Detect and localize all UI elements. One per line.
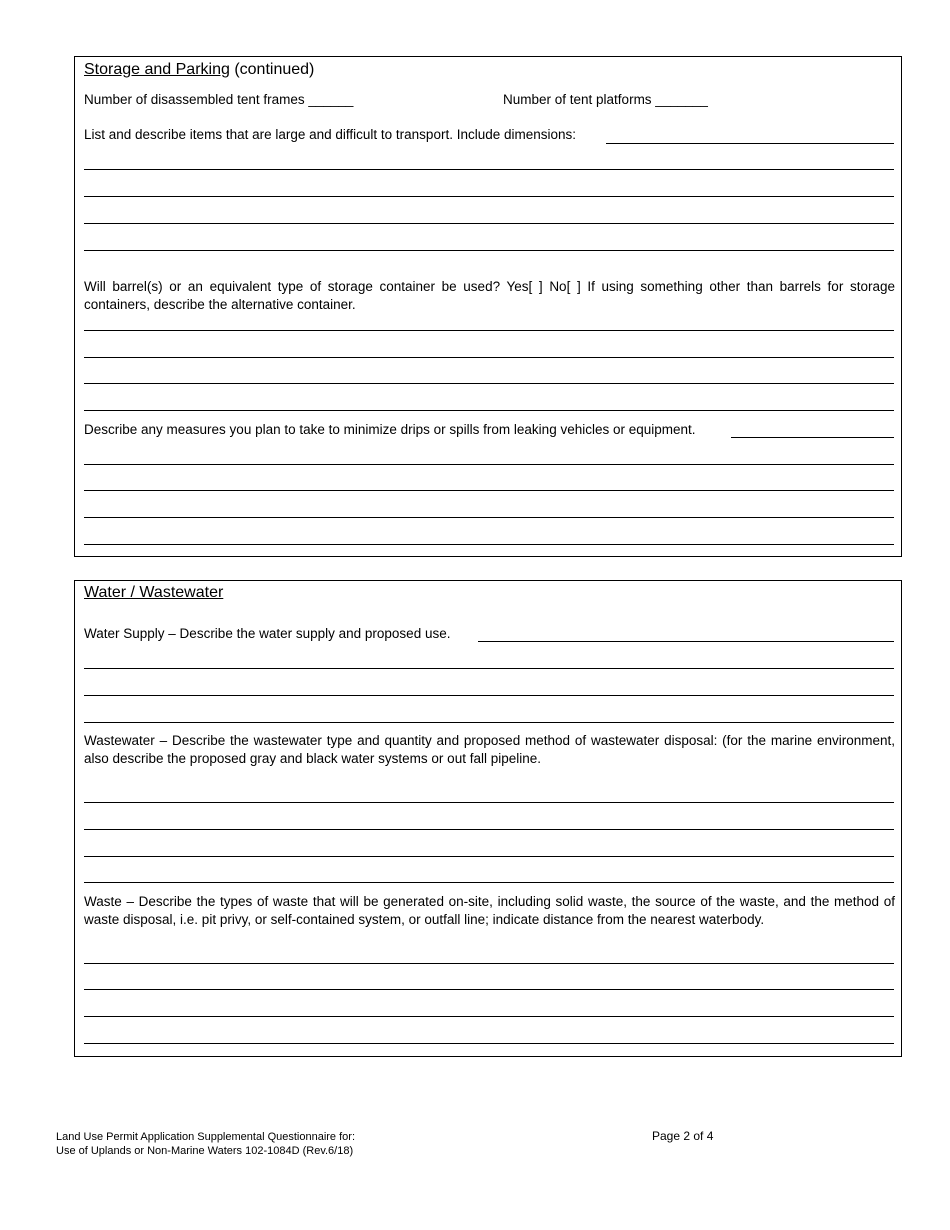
waste-question bbox=[84, 893, 895, 929]
water-supply-input-line[interactable] bbox=[478, 641, 894, 642]
barrel-line[interactable] bbox=[84, 330, 894, 331]
section-heading-suffix: (continued) bbox=[234, 61, 315, 78]
water-supply-line[interactable] bbox=[84, 722, 894, 723]
water-supply-label bbox=[84, 626, 450, 642]
barrel-followup-text: If using something other than barrels for storage containers, describe the alternative container. bbox=[84, 279, 895, 312]
drips-line[interactable] bbox=[84, 517, 894, 518]
wastewater-line[interactable] bbox=[84, 882, 894, 883]
barrel-yes-checkbox[interactable]: Yes[ ] bbox=[506, 279, 543, 294]
waste-line[interactable] bbox=[84, 989, 894, 990]
water-supply-line[interactable] bbox=[84, 668, 894, 669]
waste-line[interactable] bbox=[84, 1043, 894, 1044]
drips-line[interactable] bbox=[84, 544, 894, 545]
footer-form-title: Land Use Permit Application Supplemental Questionnaire for: bbox=[56, 1131, 356, 1143]
water-supply-line[interactable] bbox=[84, 695, 894, 696]
drips-input-line[interactable] bbox=[731, 437, 894, 438]
large-items-label: List and describe items that are large and difficult to transport. Include dimensions: bbox=[84, 127, 577, 142]
tent-frames-field[interactable]: Number of disassembled tent frames ______ bbox=[84, 92, 354, 107]
water-wastewater-section bbox=[74, 580, 902, 1057]
waste-term: Waste bbox=[84, 894, 122, 909]
section-heading: Storage and Parking bbox=[84, 61, 230, 78]
large-items-line[interactable] bbox=[84, 169, 894, 170]
wastewater-line[interactable] bbox=[84, 856, 894, 857]
large-items-line[interactable] bbox=[84, 250, 894, 251]
drips-line[interactable] bbox=[84, 490, 894, 491]
water-supply-term: Water Supply bbox=[84, 626, 165, 641]
section-title bbox=[84, 60, 314, 80]
large-items-input-line[interactable] bbox=[606, 143, 894, 144]
wastewater-line[interactable] bbox=[84, 802, 894, 803]
barrel-line[interactable] bbox=[84, 383, 894, 384]
footer-form-number: Use of Uplands or Non-Marine Waters 102-1084D (Rev.6/18) bbox=[56, 1145, 354, 1157]
waste-text: – Describe the types of waste that will be generated on-site, including solid waste, the source of the waste, and the method of waste disposal, i.e. pit privy, or self-contained system, or outfall line; indicate distance from the nearest waterbody. bbox=[84, 894, 895, 927]
water-supply-text: – Describe the water supply and proposed use. bbox=[164, 626, 451, 641]
drips-label: Describe any measures you plan to take to minimize drips or spills from leaking vehicles or equipment. bbox=[84, 422, 696, 437]
page-number: Page 2 of 4 bbox=[652, 1129, 714, 1143]
wastewater-text: – Describe the wastewater type and quantity and proposed method of wastewater disposal: (for the marine environment, also describe the proposed gray and black water systems or out fall pipeline. bbox=[84, 733, 895, 766]
storage-parking-section bbox=[74, 56, 902, 557]
wastewater-term: Wastewater bbox=[84, 733, 155, 748]
waste-line[interactable] bbox=[84, 1016, 894, 1017]
section-heading: Water / Wastewater bbox=[84, 584, 224, 601]
barrel-line[interactable] bbox=[84, 357, 894, 358]
barrel-question-text: Will barrel(s) or an equivalent type of storage container be used? bbox=[84, 279, 501, 294]
barrel-question bbox=[84, 278, 895, 314]
wastewater-question bbox=[84, 732, 895, 768]
wastewater-line[interactable] bbox=[84, 829, 894, 830]
large-items-line[interactable] bbox=[84, 196, 894, 197]
barrel-line[interactable] bbox=[84, 410, 894, 411]
large-items-line[interactable] bbox=[84, 223, 894, 224]
tent-platforms-field[interactable]: Number of tent platforms _______ bbox=[503, 92, 708, 107]
waste-line[interactable] bbox=[84, 963, 894, 964]
drips-line[interactable] bbox=[84, 464, 894, 465]
barrel-no-checkbox[interactable]: No[ ] bbox=[549, 279, 581, 294]
